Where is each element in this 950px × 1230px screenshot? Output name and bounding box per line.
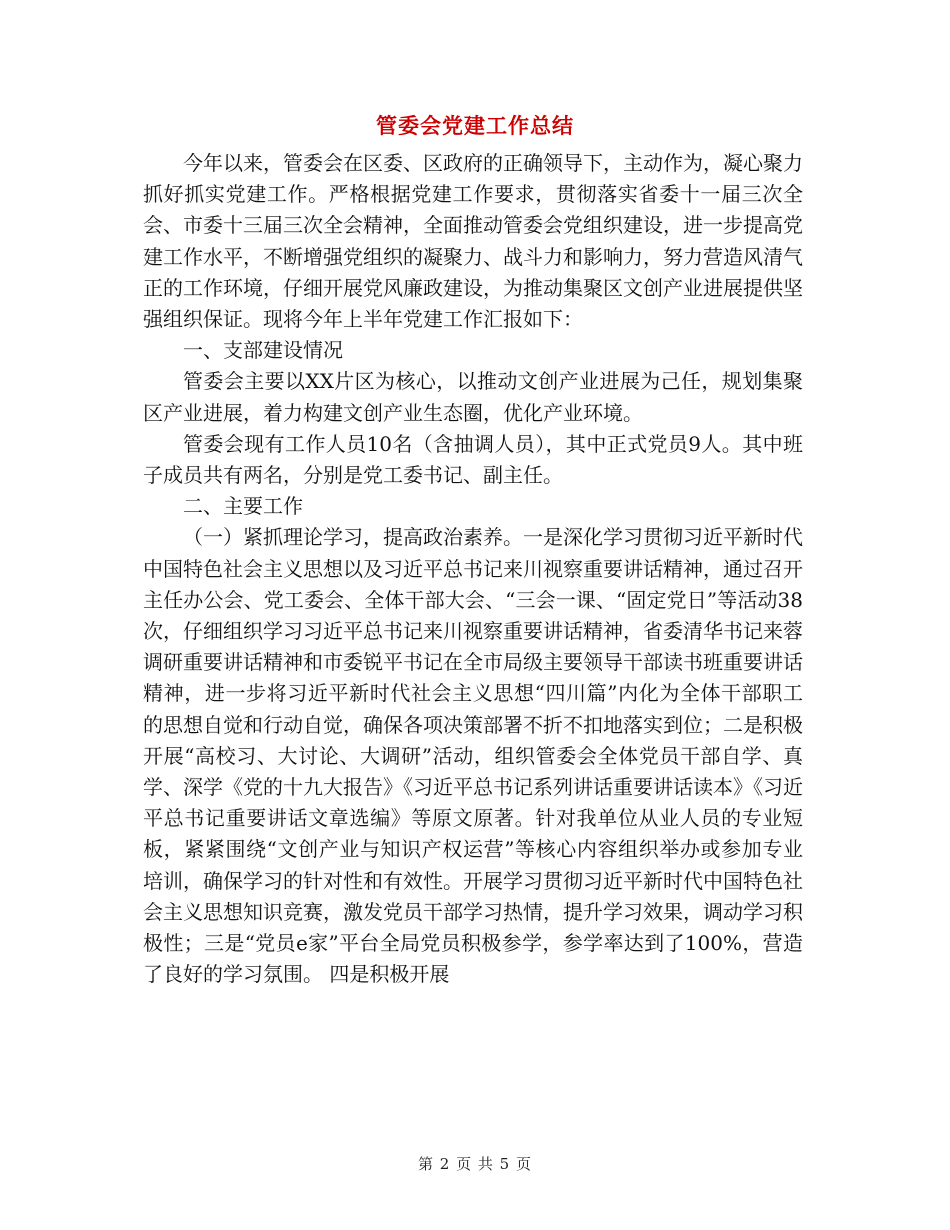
document-body [143,148,803,990]
intro-paragraph: 今年以来，管委会在区委、区政府的正确领导下，主动作为，凝心聚力抓好抓实党建工作。严格根据党建工作要求，贯彻落实省委十一届三次全会、市委十三届三次全会精神，全面推动管委会党组织建设，进一步提高党建工作水平，不断增强党组织的凝聚力、战斗力和影响力，努力营造风清气正的工作环境，仔细开展党风廉政建设，为推动集聚区文创产业进展提供坚强组织保证。现将今年上半年党建工作汇报如下： [143,151,803,332]
section-heading-main-work: 二、主要工作 [183,494,303,519]
section-heading-branch-construction: 一、支部建设情况 [183,338,343,363]
document-title: 管委会党建工作总结 [376,113,574,138]
paragraph-core-area: 管委会主要以XX片区为核心，以推动文创产业进展为己任，规划集聚区产业进展，着力构建文创产业生态圈，优化产业环境。 [143,369,803,425]
paragraph-theory-study: （一）紧抓理论学习，提高政治素养。一是深化学习贯彻习近平新时代中国特色社会主义思想以及习近平总书记来川视察重要讲话精神，通过召开主任办公会、党工委会、全体干部大会、“三会一课、“固定党日”等活动38次，仔细组织学习习近平总书记来川视察重要讲话精神，省委清华书记来蓉调研重要讲话精神和市委锐平书记在全市局级主要领导干部读书班重要讲话精神，进一步将习近平新时代社会主义思想“四川篇”内化为全体干部职工的思想自觉和行动自觉，确保各项决策部署不折不扣地落实到位；二是积极开展“高校习、大讨论、大调研”活动，组织管委会全体党员干部自学、真学、深学《党的十九大报告》《习近平总书记系列讲话重要讲话读本》《习近平总书记重要讲话文章选编》等原文原著。针对我单位从业人员的专业短板，紧紧围绕“文创产业与知识产权运营”等核心内容组织举办或参加专业培训，确保学习的针对性和有效性。开展学习贯彻习近平新时代中国特色社会主义思想知识竞赛，激发党员干部学习热情，提升学习效果，调动学习积极性；三是“党员e家”平台全局党员积极参学，参学率达到了100%，营造了良好的学习氛围。 四是积极开展 [143,525,803,987]
page-number-footer: 第 2 页 共 5 页 [418,1155,532,1173]
paragraph-staff-count: 管委会现有工作人员10名（含抽调人员），其中正式党员9人。其中班子成员共有两名，分别是党工委书记、副主任。 [143,431,803,488]
